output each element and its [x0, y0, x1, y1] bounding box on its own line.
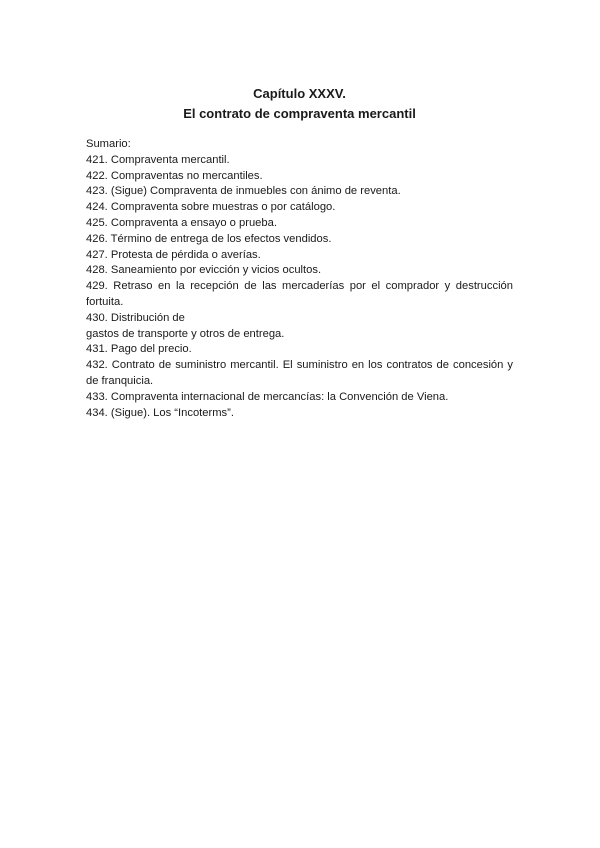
summary-item: 426. Término de entrega de los efectos vendidos.: [86, 232, 332, 245]
summary-section: [86, 137, 513, 421]
chapter-header: [86, 84, 513, 124]
summary-item: 429. Retraso en la recepción de las mercaderías por el comprador y destrucción fortuita.: [86, 280, 513, 308]
summary-item: 432. Contrato de suministro mercantil. El suministro en los contratos de concesión y de franquicia.: [86, 359, 513, 387]
summary-item: 431. Pago del precio.: [86, 343, 192, 356]
summary-item: 428. Saneamiento por evicción y vicios ocultos.: [86, 264, 322, 277]
chapter-number: Capítulo XXXV.: [253, 86, 346, 101]
summary-item: 422. Compraventas no mercantiles.: [86, 169, 263, 182]
summary-item: gastos de transporte y otros de entrega.: [86, 327, 285, 340]
summary-item: 433. Compraventa internacional de mercancías: la Convención de Viena.: [86, 390, 449, 403]
summary-item: 424. Compraventa sobre muestras o por catálogo.: [86, 201, 336, 214]
summary-item: 421. Compraventa mercantil.: [86, 153, 230, 166]
summary-item: 427. Protesta de pérdida o averías.: [86, 248, 261, 261]
summary-item: 434. (Sigue). Los “Incoterms”.: [86, 406, 234, 419]
summary-item: 423. (Sigue) Compraventa de inmuebles con ánimo de reventa.: [86, 185, 401, 198]
summary-item: 425. Compraventa a ensayo o prueba.: [86, 216, 277, 229]
chapter-title: El contrato de compraventa mercantil: [183, 106, 416, 121]
summary-label: Sumario:: [86, 138, 131, 150]
summary-item: 430. Distribución de: [86, 311, 185, 324]
